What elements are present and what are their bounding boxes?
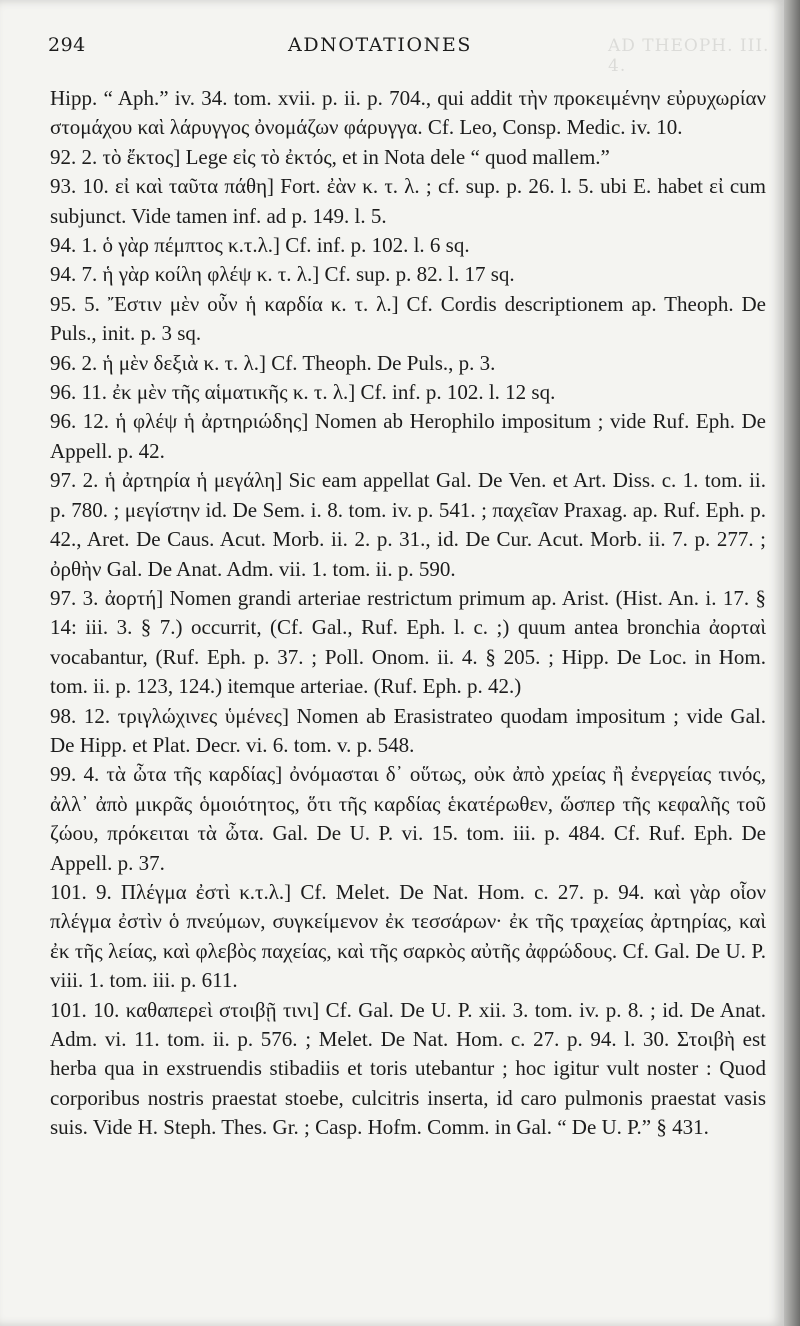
annotation-entry: 94. 1. ὁ γὰρ πέμπτος κ.τ.λ.] Cf. inf. p. 102. l. 6 sq.: [50, 233, 470, 258]
running-title: ADNOTATIONES: [288, 34, 472, 56]
annotation-entry: 101. 10. καθαπερεὶ στοιβῇ τινι] Cf. Gal. De U. P. xii. 3. tom. iv. p. 8. ; id. De Anat. Adm. vi. 11. tom. ii. p. 576. ; Melet. De Nat. Hom. c. 27. p. 94. l. 30. Στοιβὴ est herba qua in exstruendis stibadiis et toris utebantur ; hoc igitur vult noster : Quod corporibus nostris praestat stoebe, culcitris inserta, id caro pulmonis praestat vasis suis. Vide H. Steph. Thes. Gr. ; Casp. Hofm. Comm. in Gal. “ De U. P.” § 431.: [50, 997, 766, 1140]
page-gutter-shadow: [784, 0, 800, 1326]
annotation-entry: 92. 2. τὸ ἔκτος] Lege εἰς τὸ ἐκτός, et in Nota dele “ quod mallem.”: [50, 144, 610, 169]
annotation-entry: 97. 2. ἡ ἀρτηρία ἡ μεγάλη] Sic eam appellat Gal. De Ven. et Art. Diss. c. 1. tom. ii. p. 780. ; μεγίστην id. De Sem. i. 8. tom. iv. p. 541. ; παχεῖαν Praxag. ap. Ruf. Eph. p. 42., Aret. De Caus. Acut. Morb. ii. 2. p. 31., id. De Cur. Acut. Morb. ii. 7. p. 277. ; ὀρθὴν Gal. De Anat. Adm. vii. 1. tom. ii. p. 590.: [50, 468, 766, 581]
annotation-entry: 93. 10. εἰ καὶ ταῦτα πάθη] Fort. ἐὰν κ. τ. λ. ; cf. sup. p. 26. l. 5. ubi E. habet εἰ cum subjunct. Vide tamen inf. ad p. 149. l. 5.: [50, 174, 766, 228]
annotation-entry: 98. 12. τριγλώχινες ὑμένες] Nomen ab Erasistrateo quodam impositum ; vide Gal. De Hipp. et Plat. Decr. vi. 6. tom. v. p. 548.: [50, 703, 766, 757]
annotation-entry: 94. 7. ἡ γὰρ κοίλη φλέψ κ. τ. λ.] Cf. sup. p. 82. l. 17 sq.: [50, 262, 515, 287]
annotation-entry: 96. 2. ἡ μὲν δεξιὰ κ. τ. λ.] Cf. Theoph. De Puls., p. 3.: [50, 350, 496, 375]
annotation-entry: 96. 11. ἐκ μὲν τῆς αἱματικῆς κ. τ. λ.] Cf. inf. p. 102. l. 12 sq.: [50, 380, 556, 405]
show-through-text: AD THEOPH. III. 4.: [608, 36, 770, 76]
annotation-entry: 97. 3. ἀορτή] Nomen grandi arteriae restrictum primum ap. Arist. (Hist. An. i. 17. § 14: iii. 3. § 7.) occurrit, (Cf. Gal., Ruf. Eph. l. c. ;) quum antea bronchia ἀορταὶ vocabantur, (Ruf. Eph. p. 37. ; Poll. Onom. ii. 4. § 205. ; Hipp. De Loc. in Hom. tom. ii. p. 123, 124.) itemque arteriae. (Ruf. Eph. p. 42.): [50, 585, 766, 699]
annotation-entry: 99. 4. τὰ ὦτα τῆς καρδίας] ὀνόμασται δ᾽ οὕτως, οὐκ ἀπὸ χρείας ἢ ἐνεργείας τινός, ἀλλ᾽ ἀπὸ μικρᾶς ὁμοιότητος, ὅτι τῆς καρδίας ἑκατέρωθεν, ὥσπερ τῆς κεφαλῆς τοῦ ζώου, πρόκειται τὰ ὦτα. Gal. De U. P. vi. 15. tom. iii. p. 484. Cf. Ruf. Eph. De Appell. p. 37.: [50, 762, 766, 875]
annotation-entry: Hipp. “ Aph.” iv. 34. tom. xvii. p. ii. p. 704., qui addit τὴν προκειμένην εὐρυχωρίαν στομάχου καὶ λάρυγγος ὀνομάζων φάρυγγα. Cf. Leo, Consp. Medic. iv. 10.: [50, 86, 766, 140]
annotation-entry: 96. 12. ἡ φλέψ ἡ ἀρτηριώδης] Nomen ab Herophilo impositum ; vide Ruf. Eph. De Appell. p. 42.: [50, 409, 766, 463]
annotation-text: [50, 84, 766, 1143]
annotation-entry: 101. 9. Πλέγμα ἐστὶ κ.τ.λ.] Cf. Melet. De Nat. Hom. c. 27. p. 94. καὶ γὰρ οἷον πλέγμα ἐστὶν ὁ πνεύμων, συγκείμενον ἐκ τεσσάρων· ἐκ τῆς τραχείας ἀρτηρίας, καὶ ἐκ τῆς λείας, καὶ φλεβὸς παχείας, καὶ τῆς σαρκὸς αὐτῆς ἀφρώδους. Cf. Gal. De U. P. viii. 1. tom. iii. p. 611.: [50, 879, 766, 993]
page-number: 294: [48, 34, 86, 56]
page-header: [48, 34, 774, 76]
annotation-entry: 95. 5. Ἔστιν μὲν οὖν ἡ καρδία κ. τ. λ.] Cf. Cordis descriptionem ap. Theoph. De Puls., init. p. 3 sq.: [50, 291, 766, 346]
